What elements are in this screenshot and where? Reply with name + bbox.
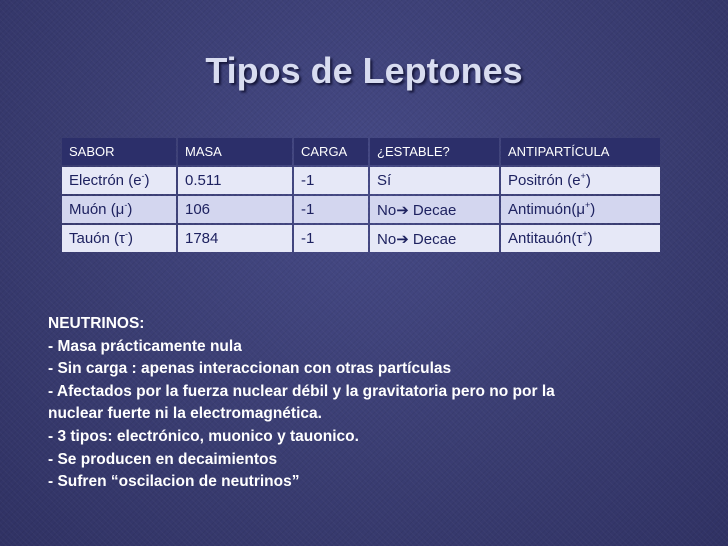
header-estable: ¿ESTABLE?: [370, 138, 499, 165]
table-row: [62, 167, 660, 194]
cell-sabor: Electrón (e-): [62, 167, 176, 194]
cell-antiparticula: Antimuón(μ+): [501, 196, 660, 223]
table-row: [62, 225, 660, 252]
cell-masa: 106: [178, 196, 292, 223]
neutrinos-text-block: [48, 313, 668, 494]
cell-estable: No➔ Decae: [370, 196, 499, 223]
slide-title: Tipos de Leptones: [205, 50, 523, 91]
arrow-icon: ➔: [396, 230, 409, 248]
neutrinos-line: - 3 tipos: electrónico, muonico y tauonico.: [48, 427, 359, 445]
cell-estable: Sí: [370, 167, 499, 194]
neutrinos-line: nuclear fuerte ni la electromagnética.: [48, 405, 322, 423]
cell-antiparticula: Antitauón(τ+): [501, 225, 660, 252]
header-masa: MASA: [178, 138, 292, 165]
table-header-row: [62, 138, 660, 165]
neutrinos-line: - Afectados por la fuerza nuclear débil y la gravitatoria pero no por la: [48, 382, 555, 400]
cell-sabor: Muón (μ-): [62, 196, 176, 223]
neutrinos-heading: NEUTRINOS:: [48, 315, 145, 332]
neutrinos-line: - Sin carga : apenas interaccionan con otras partículas: [48, 360, 452, 378]
cell-carga: -1: [294, 225, 368, 252]
cell-antiparticula: Positrón (e+): [501, 167, 660, 194]
header-antiparticula: ANTIPARTÍCULA: [501, 138, 660, 165]
neutrinos-line: - Masa prácticamente nula: [48, 337, 242, 355]
header-carga: CARGA: [294, 138, 368, 165]
arrow-icon: ➔: [396, 201, 409, 219]
cell-carga: -1: [294, 196, 368, 223]
leptons-table: [60, 136, 662, 254]
neutrinos-line: - Se producen en decaimientos: [48, 450, 278, 468]
table-row: [62, 196, 660, 223]
cell-masa: 0.511: [178, 167, 292, 194]
neutrinos-line: - Sufren “oscilacion de neutrinos”: [48, 473, 300, 491]
cell-estable: No➔ Decae: [370, 225, 499, 252]
cell-masa: 1784: [178, 225, 292, 252]
header-sabor: SABOR: [62, 138, 176, 165]
cell-sabor: Tauón (τ-): [62, 225, 176, 252]
cell-carga: -1: [294, 167, 368, 194]
